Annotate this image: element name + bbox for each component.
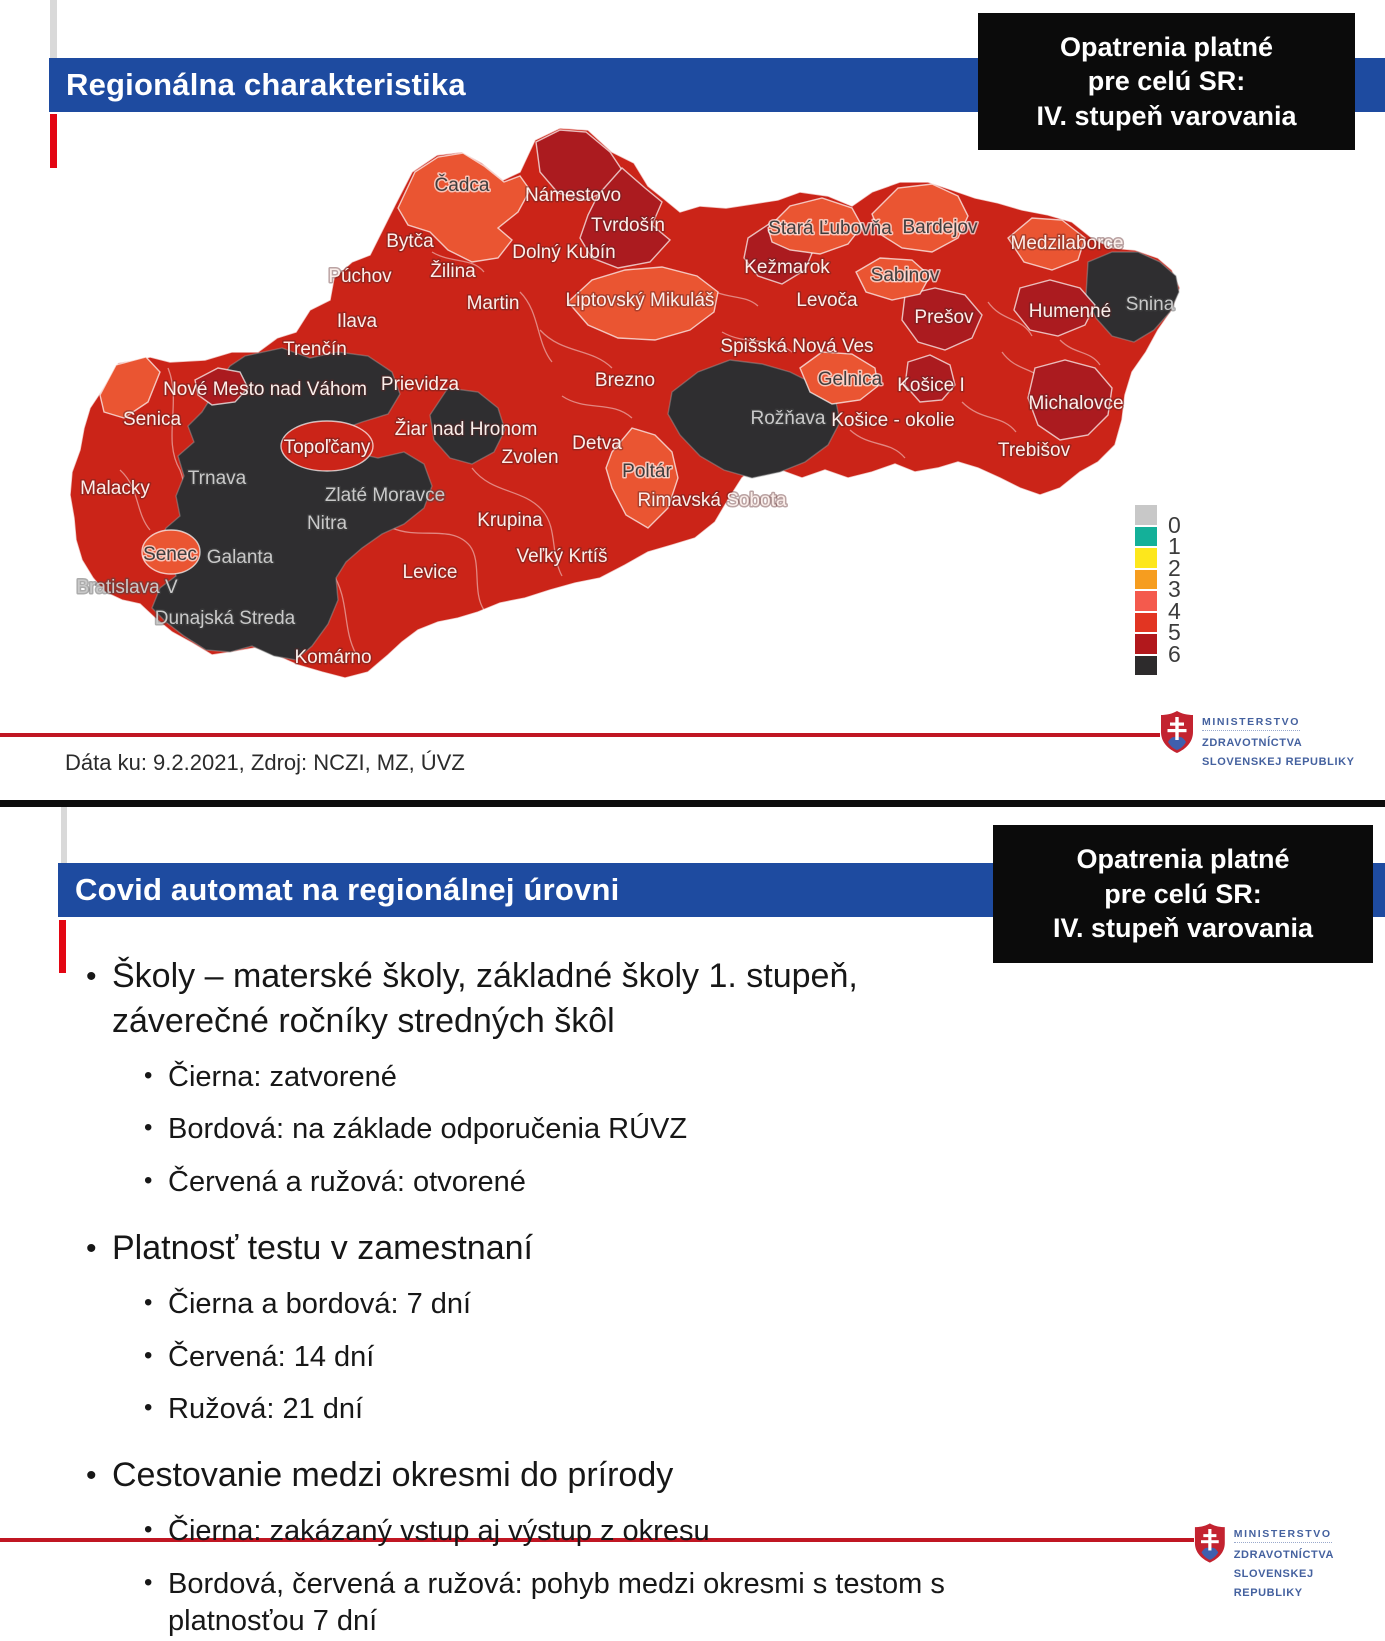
district-label-zilina: Žilina	[430, 261, 476, 282]
district-label-topolcany: Topoľčany	[283, 437, 371, 458]
district-label-humenne: Humenné	[1028, 301, 1112, 322]
district-label-velky-krtis: Veľký Krtíš	[516, 546, 608, 567]
district-label-levoca: Levoča	[796, 290, 858, 311]
district-label-senica: Senica	[122, 409, 182, 430]
sub-bullet-item	[144, 1286, 954, 1324]
sub-bullet-item	[144, 1339, 954, 1377]
district-label-presov: Prešov	[914, 307, 974, 328]
slide1-measures-badge	[978, 13, 1355, 150]
bullet-item	[86, 1226, 954, 1271]
slide-divider	[0, 800, 1385, 807]
district-label-ziar-nad-hronom: Žiar nad Hronom	[394, 419, 538, 440]
bullet-marker: •	[144, 1341, 153, 1369]
district-label-dunajska-streda: Dunajská Streda	[154, 608, 296, 629]
legend-swatch	[1134, 547, 1158, 569]
bullet-marker: •	[86, 1458, 97, 1492]
badge-line: Opatrenia platné	[1059, 31, 1274, 62]
district-label-martin: Martin	[466, 293, 520, 314]
sub-bullet-text: Čierna: zakázaný vstup aj výstup z okresu	[168, 1514, 710, 1547]
sub-bullet-text: Červená: 14 dní	[168, 1340, 375, 1373]
badge-line: Opatrenia platné	[1076, 844, 1290, 875]
slide2-gray-accent-bar	[61, 807, 67, 863]
legend-swatch	[1134, 526, 1158, 548]
ministry-logo	[1194, 1518, 1385, 1600]
legend-value: 5	[1168, 619, 1181, 645]
legend-swatch	[1134, 655, 1158, 677]
legend-value: 6	[1168, 640, 1181, 667]
bullet-marker: •	[144, 1167, 153, 1195]
district-label-bytca: Bytča	[386, 231, 434, 252]
sub-bullet-item	[144, 1391, 954, 1429]
bullet-marker: •	[144, 1061, 153, 1089]
slide2-title: Covid automat na regionálnej úrovni	[75, 872, 620, 907]
bullet-text: Školy – materské školy, základné školy 1. stupeň, záverečné ročníky stredných škôl	[112, 957, 858, 1040]
legend-value: 4	[1168, 597, 1181, 624]
slide2-bullet-list	[86, 930, 954, 1641]
ministry-logo	[1160, 706, 1385, 770]
slide2-measures-badge	[993, 825, 1373, 963]
legend-value: 0	[1168, 511, 1181, 538]
badge-line: pre celú SR:	[1104, 878, 1262, 909]
district-label-sabinov: Sabinov	[870, 265, 940, 286]
data-source-note: Dáta ku: 9.2.2021, Zdroj: NCZI, MZ, ÚVZ	[65, 750, 465, 775]
district-label-gelnica: Gelnica	[817, 369, 883, 390]
sub-bullet-text: Červená a ružová: otvorené	[168, 1166, 526, 1199]
legend-swatch	[1134, 569, 1158, 591]
sub-bullet-text: Bordová, červená a ružová: pohyb medzi okresmi s testom s platnosťou 7 dní	[168, 1567, 945, 1638]
district-label-kosice-okolie: Košice - okolie	[831, 410, 955, 431]
sub-bullet-text: Čierna a bordová: 7 dní	[168, 1287, 472, 1320]
ministry-name-line3: SLOVENSKEJ REPUBLIKY	[1233, 1568, 1314, 1600]
district-label-ilava: Ilava	[336, 311, 378, 332]
badge-line: IV. stupeň varovania	[1052, 913, 1314, 944]
district-label-bratislava-v: Bratislava V	[76, 577, 178, 598]
district-label-nove-mesto-nad-vahom: Nové Mesto nad Váhom	[163, 379, 367, 400]
bullet-marker: •	[144, 1288, 153, 1316]
legend-swatch	[1134, 612, 1158, 634]
bullet-marker: •	[144, 1515, 153, 1543]
sub-bullet-item	[144, 1164, 954, 1202]
bullet-item	[86, 954, 954, 1044]
district-label-prievidza: Prievidza	[380, 374, 460, 395]
legend-value: 1	[1168, 533, 1181, 559]
district-label-namestovo: Námestovo	[524, 185, 622, 206]
district-label-kezmarok: Kežmarok	[744, 257, 830, 278]
district-label-trnava: Trnava	[187, 468, 247, 489]
sub-bullet-item	[144, 1111, 954, 1149]
sub-bullet-item	[144, 1059, 954, 1097]
district-label-kosice-i: Košice I	[897, 375, 965, 396]
district-label-nitra: Nitra	[306, 513, 348, 534]
badge-line: IV. stupeň varovania	[1036, 100, 1297, 131]
map-legend	[1134, 504, 1181, 676]
district-label-zvolen: Zvolen	[501, 447, 559, 468]
ministry-name-line2: ZDRAVOTNÍCTVA	[1233, 1549, 1334, 1562]
slovak-coat-of-arms-icon	[1194, 1522, 1226, 1564]
district-label-trencin: Trenčín	[283, 339, 347, 360]
district-label-komarno: Komárno	[294, 647, 372, 668]
district-label-spisska-nova-ves: Spišská Nová Ves	[720, 336, 874, 357]
district-label-detva: Detva	[572, 433, 622, 454]
district-label-roznava: Rožňava	[750, 408, 826, 429]
district-label-cadca: Čadca	[434, 175, 490, 196]
district-label-brezno: Brezno	[594, 370, 656, 391]
district-label-michalovce: Michalovce	[1028, 393, 1124, 414]
bullet-marker: •	[86, 1231, 97, 1265]
ministry-name-line2: ZDRAVOTNÍCTVA	[1202, 737, 1303, 750]
bullet-text: Cestovanie medzi okresmi do prírody	[112, 1455, 674, 1494]
bullet-item	[86, 1453, 954, 1498]
sub-bullet-item	[144, 1513, 954, 1551]
ministry-name-line3: SLOVENSKEJ REPUBLIKY	[1202, 756, 1355, 769]
ministry-name-line1: MINISTERSTVO	[1234, 1528, 1332, 1543]
district-label-tvrdosin: Tvrdošín	[591, 215, 665, 236]
legend-swatch	[1134, 633, 1158, 655]
district-label-levice: Levice	[402, 562, 458, 583]
sub-bullet-item	[144, 1566, 954, 1641]
sub-bullet-text: Ružová: 21 dní	[168, 1393, 364, 1426]
slide1-title: Regionálna charakteristika	[66, 67, 466, 102]
legend-value: 2	[1168, 554, 1181, 581]
bullet-marker: •	[144, 1114, 153, 1142]
district-label-puchov: Púchov	[328, 266, 392, 287]
slovak-coat-of-arms-icon	[1160, 710, 1194, 754]
district-label-snina: Snina	[1125, 294, 1175, 315]
district-label-stara-lubovna: Stará Ľubovňa	[768, 218, 892, 239]
district-label-liptovsky-mikulas: Liptovský Mikuláš	[565, 290, 715, 311]
sub-bullet-text: Čierna: zatvorené	[168, 1060, 397, 1093]
bullet-marker: •	[144, 1394, 153, 1422]
district-label-poltar: Poltár	[622, 461, 672, 482]
legend-value: 3	[1168, 576, 1181, 602]
district-label-malacky: Malacky	[80, 478, 150, 499]
bullet-marker: •	[144, 1568, 153, 1596]
legend-swatch	[1134, 590, 1158, 612]
district-label-krupina: Krupina	[477, 510, 543, 531]
district-label-medzilaborce: Medzilaborce	[1010, 233, 1124, 254]
legend-swatches	[1134, 504, 1158, 676]
bullet-marker: •	[86, 960, 97, 993]
slide2-red-accent-bar	[59, 920, 66, 973]
district-label-bardejov: Bardejov	[902, 217, 978, 238]
sub-bullet-text: Bordová: na základe odporučenia RÚVZ	[168, 1113, 688, 1146]
legend-swatch	[1134, 504, 1158, 526]
district-label-zlate-moravce: Zlaté Moravce	[324, 485, 446, 506]
district-label-dolny-kubin: Dolný Kubín	[512, 242, 616, 263]
ministry-name-line1: MINISTERSTVO	[1202, 716, 1300, 731]
district-label-galanta: Galanta	[206, 547, 274, 568]
district-label-trebisov: Trebišov	[997, 440, 1071, 461]
badge-line: pre celú SR:	[1087, 66, 1246, 97]
district-label-senec: Senec	[143, 544, 197, 565]
bullet-text: Platnosť testu v zamestnaní	[112, 1228, 533, 1267]
district-label-rimavska-sobota: Rimavská Sobota	[637, 490, 787, 511]
